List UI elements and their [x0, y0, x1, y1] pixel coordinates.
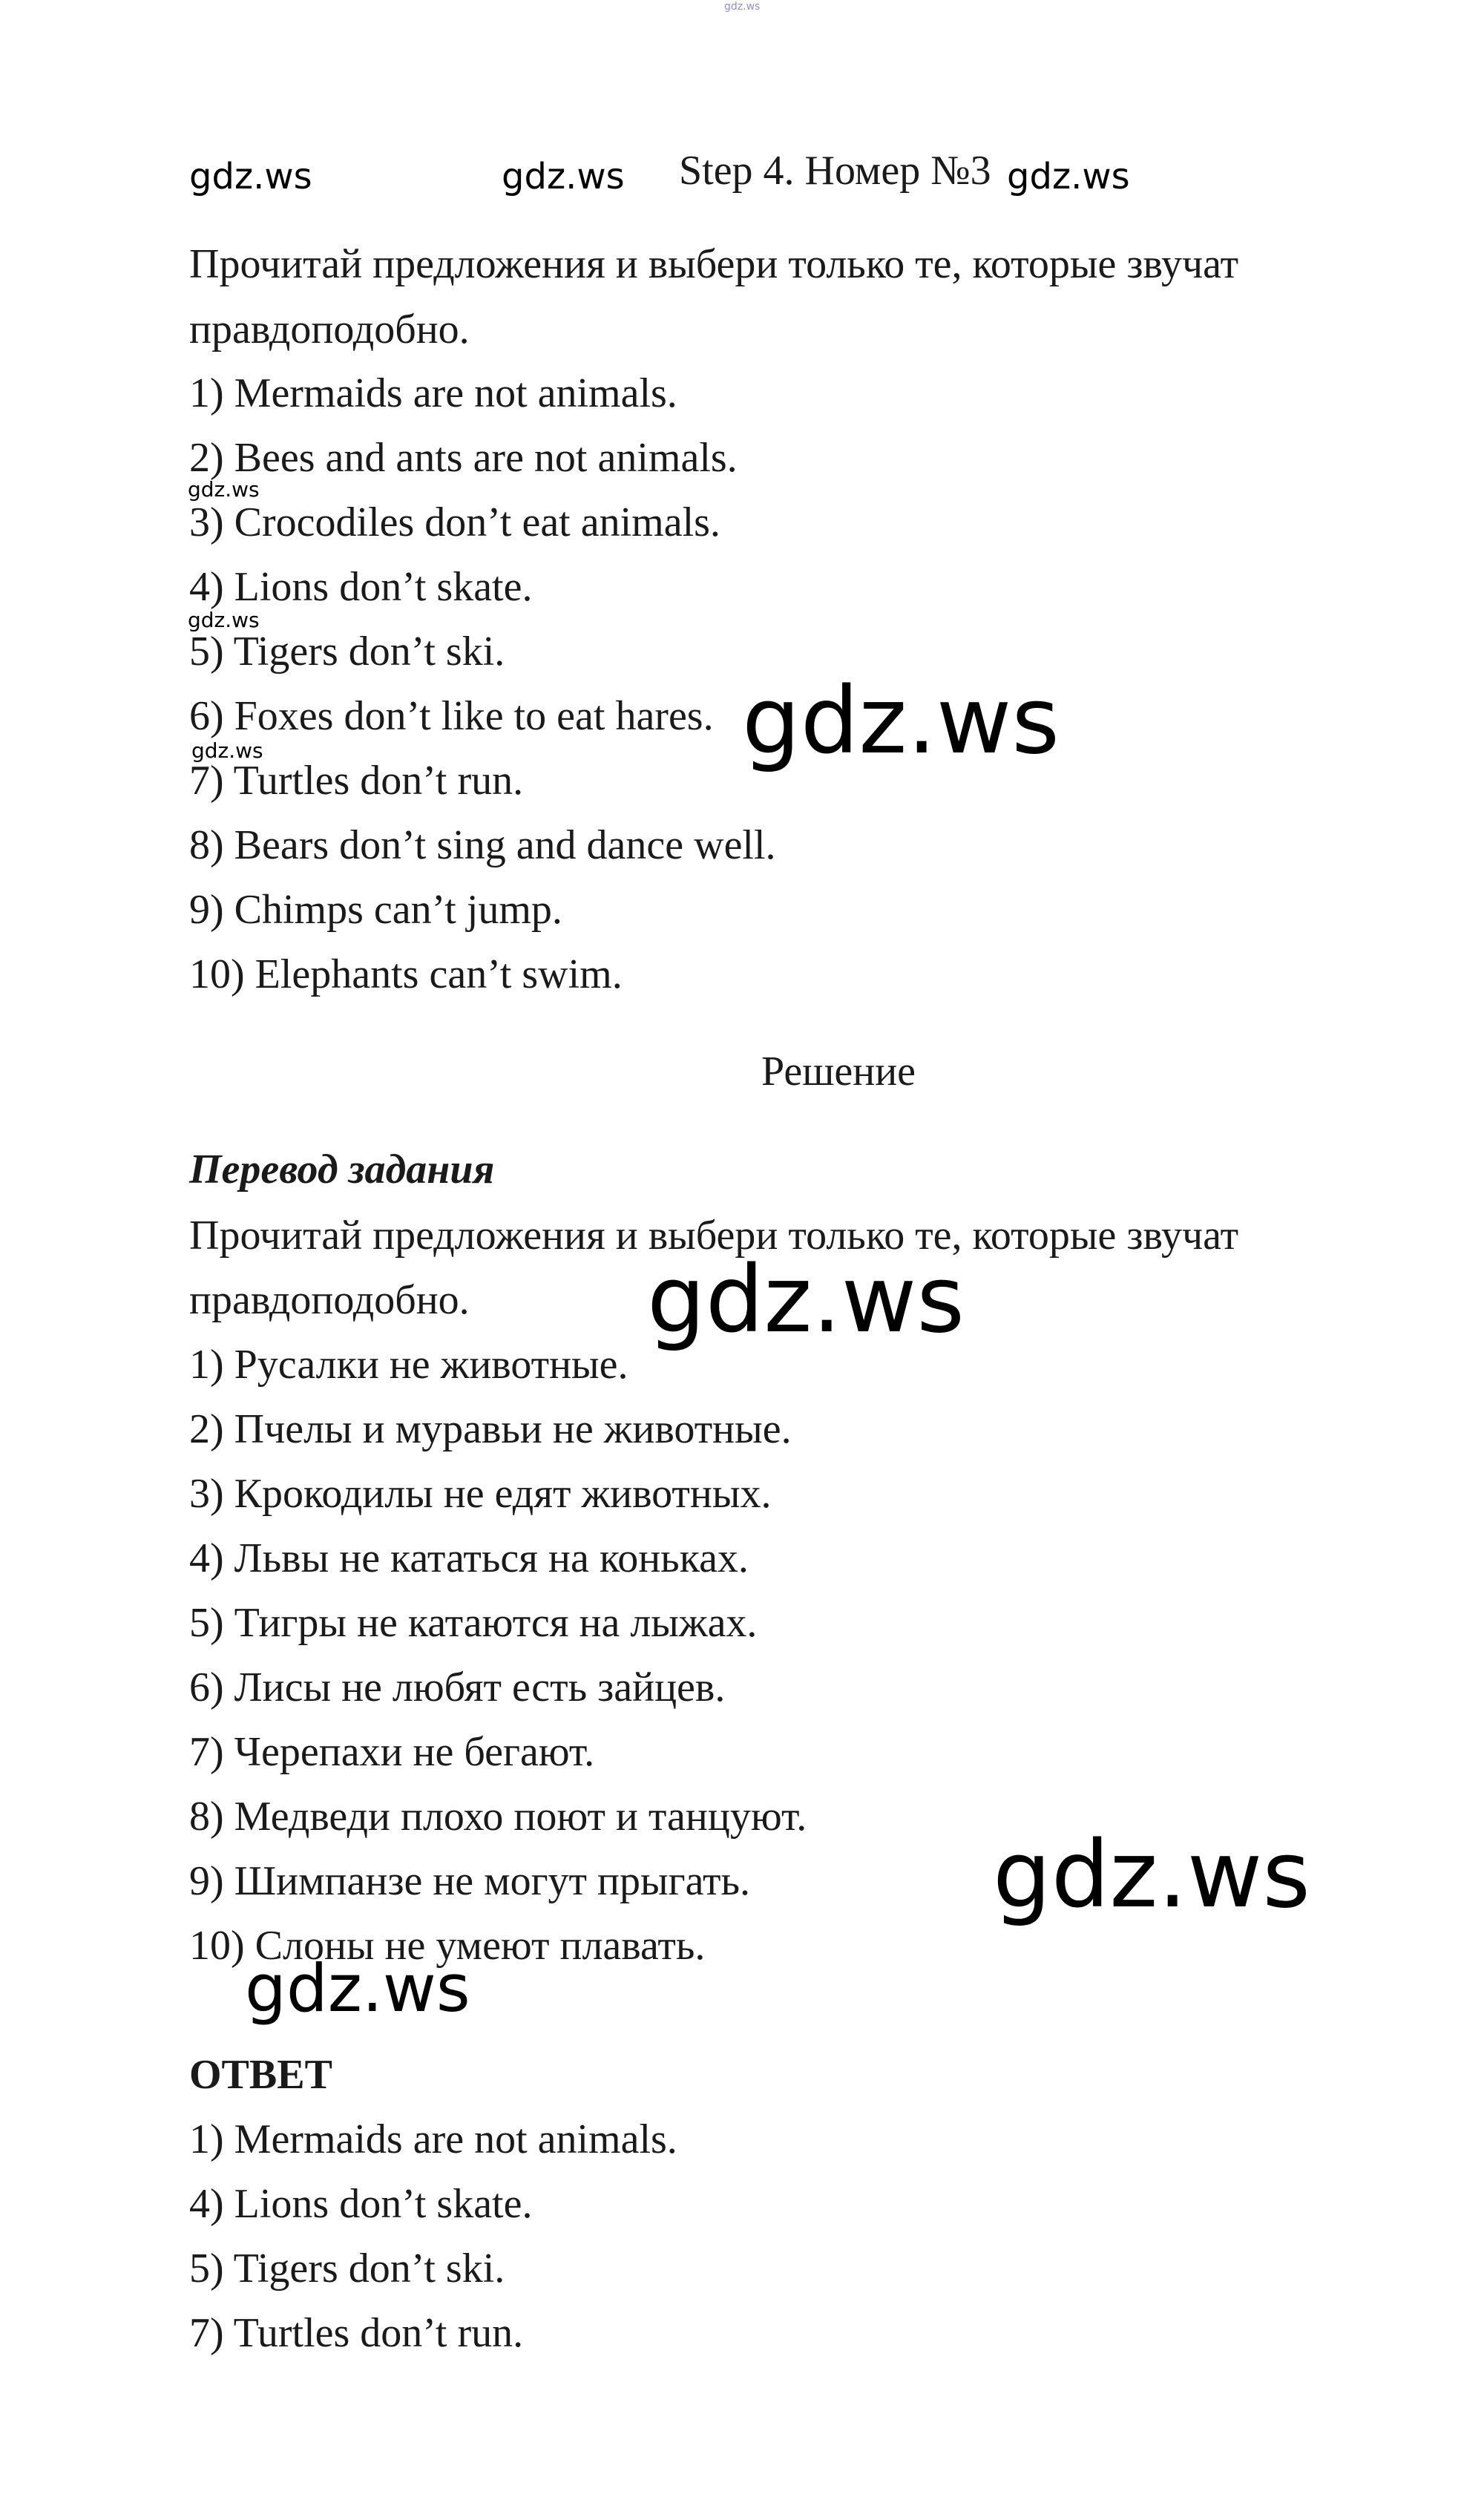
task-item-5: 5) Tigers don’t ski. [189, 629, 505, 675]
solution-item-7: 7) Черепахи не бегают. [189, 1729, 595, 1775]
solution-item-1: 1) Русалки не животные. [189, 1342, 628, 1388]
answer-heading: ОТВЕТ [189, 2052, 332, 2098]
solution-item-4: 4) Львы не кататься на коньках. [189, 1535, 749, 1581]
solution-item-5: 5) Тигры не катаются на лыжах. [189, 1600, 758, 1646]
task-item-8: 8) Bears don’t sing and dance well. [189, 822, 776, 868]
task-item-6: 6) Foxes don’t like to eat hares. [189, 693, 714, 739]
task-item-3: 3) Crocodiles don’t eat animals. [189, 499, 720, 545]
watermark-header-2: gdz.ws [502, 156, 625, 197]
task-instruction-line-1: Прочитай предложения и выбери только те, которые звучат [189, 241, 1239, 287]
task-item-4: 4) Lions don’t skate. [189, 564, 533, 610]
page-title: Step 4. Номер №3 [679, 148, 991, 194]
answer-item-3: 5) Tigers don’t ski. [189, 2246, 505, 2292]
task-item-10: 10) Elephants can’t swim. [189, 951, 623, 997]
watermark-small-2: gdz.ws [188, 608, 260, 632]
solution-item-8: 8) Медведи плохо поют и танцуют. [189, 1794, 807, 1840]
watermark-large-2: gdz.ws [647, 1247, 965, 1354]
watermark-small-3: gdz.ws [191, 738, 263, 763]
watermark-large-3: gdz.ws [993, 1822, 1310, 1929]
solution-item-6: 6) Лисы не любят есть зайцев. [189, 1664, 726, 1710]
answer-item-4: 7) Turtles don’t run. [189, 2310, 524, 2356]
watermark-large-4: gdz.ws [245, 1950, 470, 2027]
watermark-large-1: gdz.ws [742, 668, 1060, 775]
task-item-2: 2) Bees and ants are not animals. [189, 435, 738, 481]
translation-heading: Перевод задания [189, 1146, 495, 1193]
answer-item-2: 4) Lions don’t skate. [189, 2181, 533, 2227]
solution-item-2: 2) Пчелы и муравьи не животные. [189, 1406, 792, 1452]
solution-item-3: 3) Крокодилы не едят животных. [189, 1471, 772, 1517]
task-item-1: 1) Mermaids are not animals. [189, 370, 677, 416]
solution-item-10: 10) Слоны не умеют плавать. [189, 1923, 706, 1969]
watermark-header-1: gdz.ws [189, 156, 312, 197]
solution-item-9: 9) Шимпанзе не могут прыгать. [189, 1858, 750, 1904]
solution-instruction-line-2: правдоподобно. [189, 1277, 470, 1323]
task-instruction-line-2: правдоподобно. [189, 306, 470, 352]
answer-item-1: 1) Mermaids are not animals. [189, 2116, 677, 2162]
solution-instruction-line-1: Прочитай предложения и выбери только те, которые звучат [189, 1213, 1239, 1259]
task-item-7: 7) Turtles don’t run. [189, 758, 524, 804]
task-item-9: 9) Chimps can’t jump. [189, 887, 562, 933]
watermark-small-1: gdz.ws [188, 477, 260, 502]
solution-heading: Решение [761, 1049, 916, 1095]
watermark-header-3: gdz.ws [1007, 156, 1130, 197]
watermark-tiny: gdz.ws [724, 1, 761, 13]
